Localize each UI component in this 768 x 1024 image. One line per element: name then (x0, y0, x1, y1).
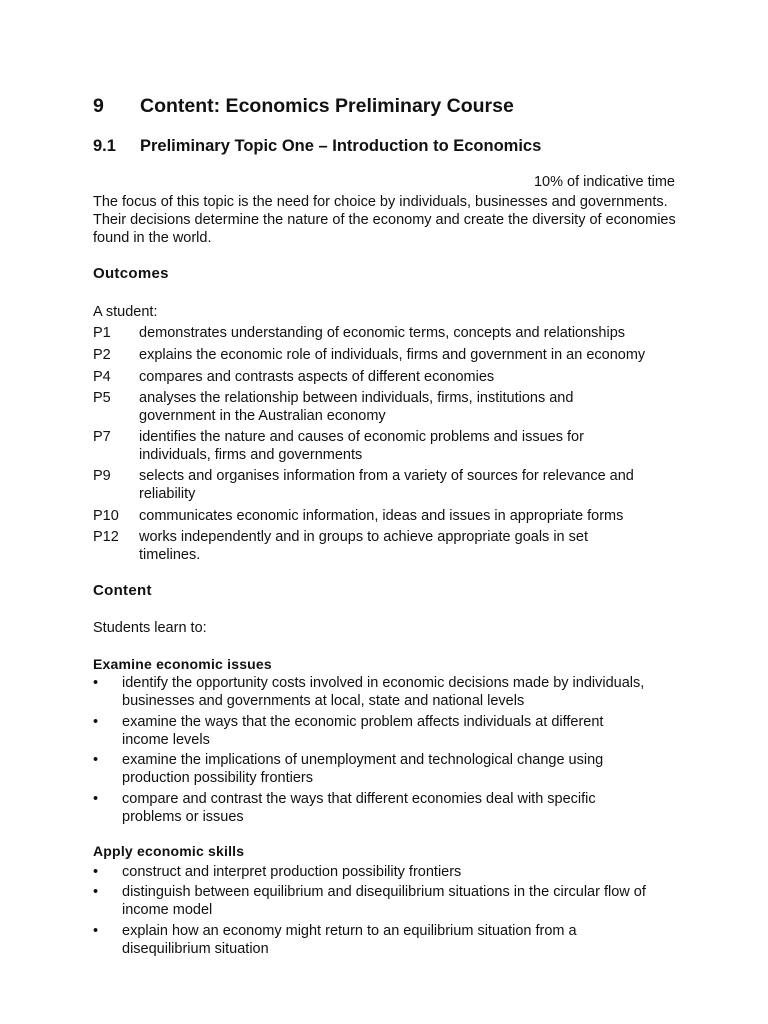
list-item-text: distinguish between equilibrium and disequilibrium situations in the circular flow of income model (122, 884, 646, 918)
list-item (93, 922, 623, 958)
list-item (93, 674, 683, 710)
bullet-icon: • (93, 714, 99, 730)
outcome-code: P7 (93, 429, 111, 445)
outcome-text: compares and contrasts aspects of different economies (139, 369, 495, 385)
outcome-code: P10 (93, 508, 119, 524)
list-item-text: examine the ways that the economic problem affects individuals at different income levels (122, 714, 604, 748)
list-item-text: construct and interpret production possibility frontiers (122, 864, 462, 880)
list-item (93, 713, 653, 749)
outcome-text: selects and organises information from a variety of sources for relevance and reliability (139, 468, 634, 502)
list-item-text: compare and contrast the ways that different economies deal with specific problems or issues (122, 791, 596, 825)
outcome-item (93, 507, 693, 525)
bullet-icon: • (93, 791, 99, 807)
list-item-text: examine the implications of unemployment and technological change using production possibility frontiers (122, 752, 604, 786)
topic-title: Preliminary Topic One – Introduction to Economics (140, 137, 542, 155)
outcome-text: demonstrates understanding of economic terms, concepts and relationships (139, 325, 626, 341)
list-item (93, 883, 683, 919)
outcome-code: P9 (93, 468, 111, 484)
section-number: 9 (93, 95, 104, 117)
outcome-text: works independently and in groups to achieve appropriate goals in set timelines. (139, 529, 588, 563)
content-lead: Students learn to: (93, 620, 207, 636)
outcomes-lead: A student: (93, 304, 158, 320)
apply-heading: Apply economic skills (93, 843, 245, 859)
outcome-text: identifies the nature and causes of economic problems and issues for individuals, firms and governments (139, 429, 584, 463)
outcome-code: P5 (93, 390, 111, 406)
outcome-text: communicates economic information, ideas and issues in appropriate forms (139, 508, 624, 524)
bullet-icon: • (93, 752, 99, 768)
topic-intro: The focus of this topic is the need for choice by individuals, businesses and governments. Their decisions determine the nature of the economy and create the diversity of economies found in the world. (93, 194, 676, 246)
outcome-text: explains the economic role of individuals, firms and government in an economy (139, 347, 646, 363)
outcome-item (93, 528, 633, 564)
outcome-code: P2 (93, 347, 111, 363)
bullet-icon: • (93, 675, 99, 691)
outcome-item (93, 428, 633, 464)
list-item-text: explain how an economy might return to an equilibrium situation from a disequilibrium situation (122, 923, 577, 957)
outcome-code: P4 (93, 369, 111, 385)
outcome-item (93, 389, 623, 425)
bullet-icon: • (93, 884, 99, 900)
indicative-time: 10% of indicative time (533, 174, 675, 190)
outcome-text: analyses the relationship between individuals, firms, institutions and government in the Australian economy (139, 390, 574, 424)
outcome-item (93, 346, 693, 364)
outcome-item (93, 467, 683, 503)
examine-heading: Examine economic issues (93, 656, 272, 672)
list-item (93, 751, 673, 787)
content-heading: Content (93, 582, 152, 599)
outcome-code: P1 (93, 325, 111, 341)
topic-number: 9.1 (93, 137, 116, 155)
bullet-icon: • (93, 864, 99, 880)
outcome-item (93, 368, 693, 386)
list-item-text: identify the opportunity costs involved in economic decisions made by individuals, businesses and governments at local, state and national levels (122, 675, 645, 709)
section-heading (93, 94, 514, 118)
outcome-item (93, 324, 693, 342)
outcomes-heading: Outcomes (93, 265, 169, 282)
topic-heading (93, 136, 541, 156)
bullet-icon: • (93, 923, 99, 939)
list-item (93, 790, 653, 826)
list-item (93, 863, 683, 881)
section-title: Content: Economics Preliminary Course (140, 95, 514, 117)
outcome-code: P12 (93, 529, 119, 545)
